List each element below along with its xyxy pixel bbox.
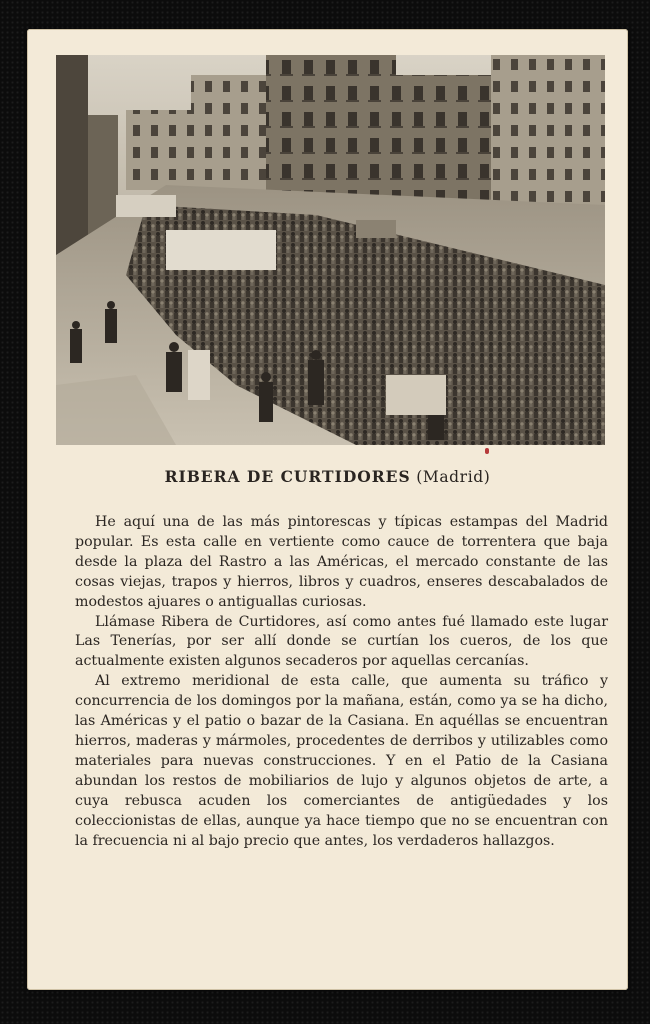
photo-illustration: [56, 55, 605, 445]
street-market-photo: [56, 55, 605, 445]
paragraph: Al extremo meridional de esta calle, que aumenta su tráfico y concurrencia de los domingos por la mañana, están, como ya se ha dicho, las Américas y el patio o bazar de la Casiana. En aquéllas se encuentran hierros, maderas y mármoles, procedentes de derribos y utilizables como materiales para nuevas construcciones. Y en el Patio de la Casiana abundan los restos de mobiliarios de lujo y algunos objetos de arte, a cuya rebusca acuden los comerciantes de antigüedades y los coleccionistas de ellas, aunque ya hace tiempo que no se encuentran con la frecuencia ni al bajo precio que antes, los verdaderos hallazgos.: [75, 673, 608, 849]
postcard-body: [75, 513, 608, 851]
title-main: RIBERA DE CURTIDORES: [164, 467, 411, 486]
title-place: (Madrid): [416, 468, 491, 486]
red-mark: [485, 448, 489, 454]
postcard-title: [27, 467, 628, 486]
paragraph: Llámase Ribera de Curtidores, así como antes fué llamado este lugar Las Tenerías, por ser allí donde se curtían los cueros, de los que actualmente existen algunos secaderos por aquellas cercanías.: [75, 613, 608, 670]
paragraph: He aquí una de las más pintorescas y típicas estampas del Madrid popular. Es esta calle en vertiente como cauce de torrentera que baja desde la plaza del Rastro a las Américas, el mercado constante de las cosas viejas, trapos y hierros, libros y cuadros, enseres descabalados de modestos ajuares o antiguallas curiosas.: [75, 514, 608, 610]
postcard: [27, 29, 628, 990]
